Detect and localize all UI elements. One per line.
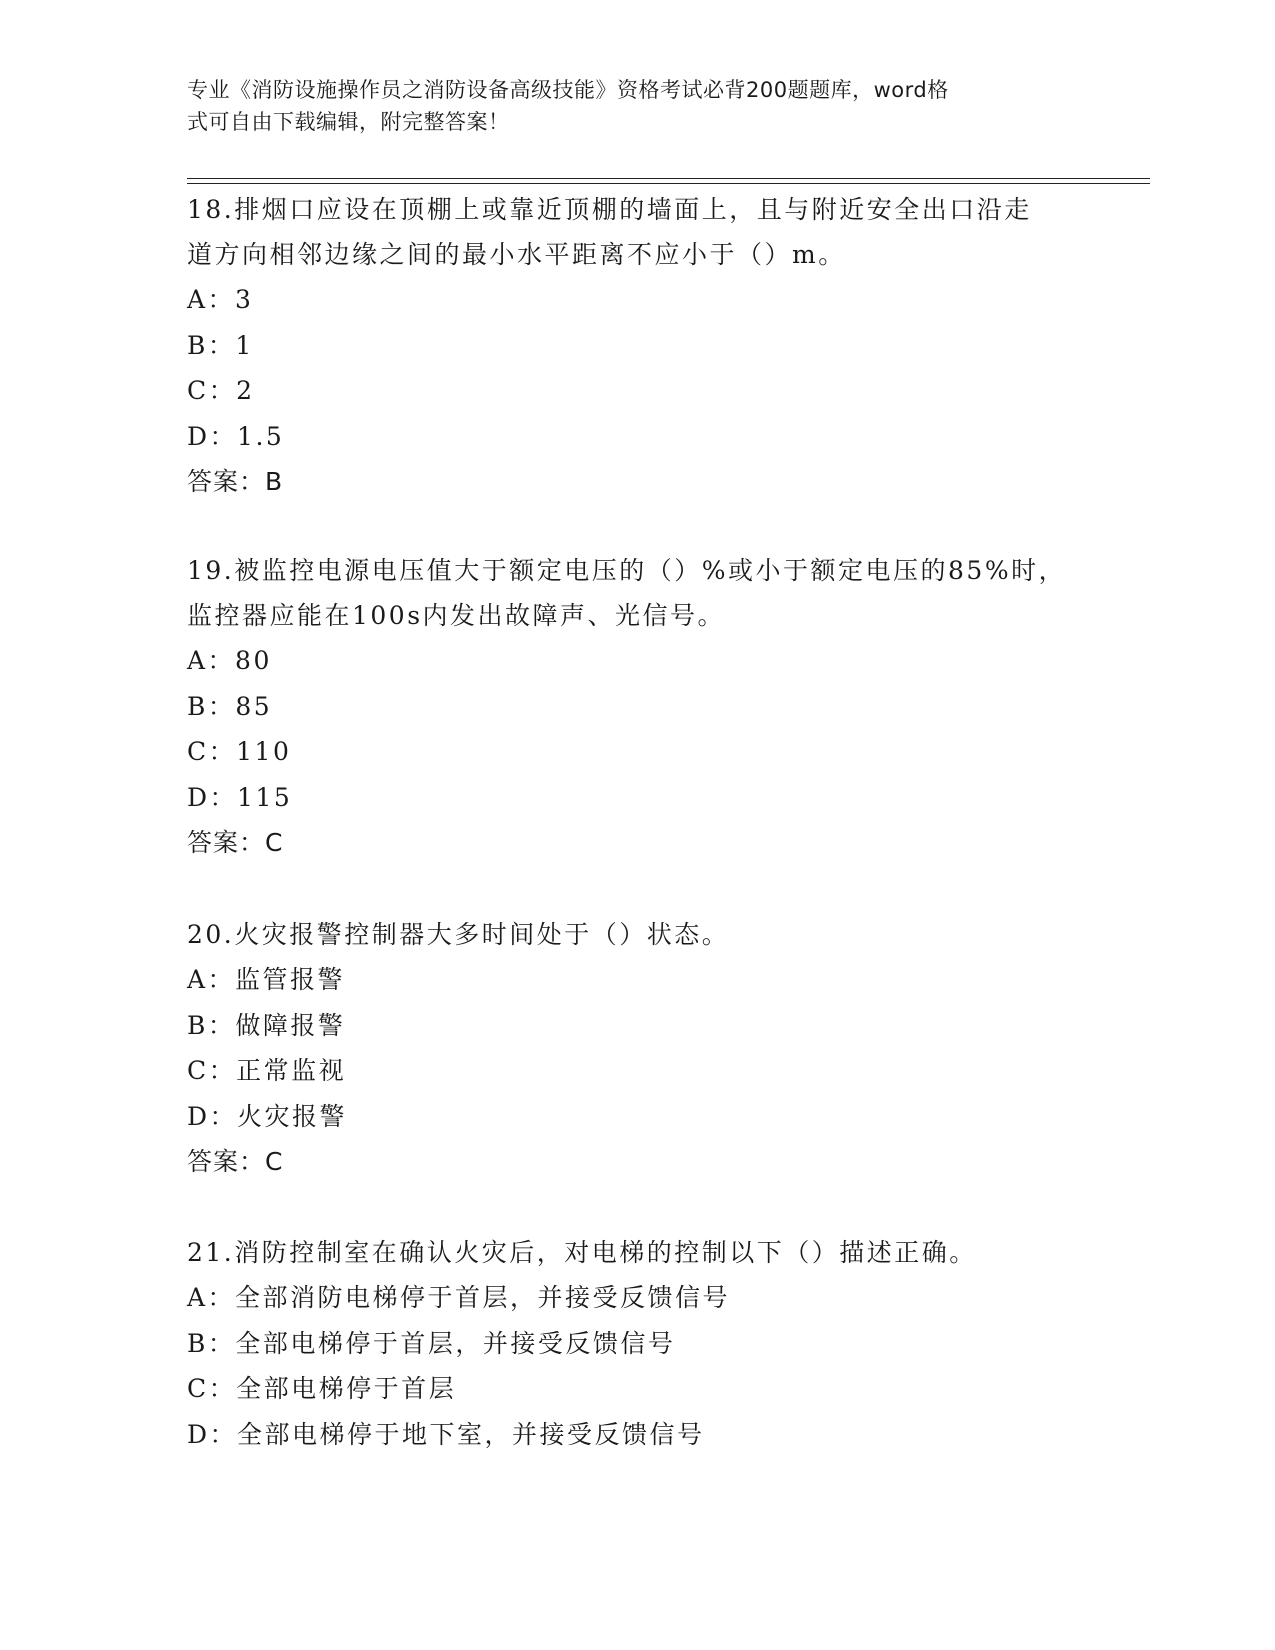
option-d: D：全部电梯停于地下室，并接受反馈信号: [187, 1419, 705, 1449]
question-stem-line: 监控器应能在100s内发出故障声、光信号。: [187, 601, 726, 630]
option-a: A：80: [187, 646, 272, 675]
document-header: [187, 74, 1067, 138]
option-b: B：做障报警: [187, 1010, 346, 1040]
option-c: C：正常监视: [187, 1056, 347, 1085]
option-b: B：85: [187, 691, 273, 721]
header-divider-top: [187, 178, 1150, 179]
answer: 答案：C: [187, 1147, 284, 1176]
option-d: D：1.5: [187, 421, 285, 451]
question-stem-line: 道方向相邻边缘之间的最小水平距离不应小于（）m。: [187, 240, 846, 269]
answer: 答案：B: [187, 467, 284, 496]
question-stem-line: 20.火灾报警控制器大多时间处于（）状态。: [187, 920, 730, 949]
option-b: B：1: [187, 330, 254, 360]
question-stem-line: 21.消防控制室在确认火灾后，对电梯的控制以下（）描述正确。: [187, 1238, 977, 1267]
option-c: C：全部电梯停于首层: [187, 1374, 457, 1403]
question-20: [187, 912, 1087, 1184]
question-21: [187, 1230, 1087, 1457]
answer: 答案：C: [187, 828, 284, 857]
option-c: C：110: [187, 737, 292, 766]
question-stem-line: 19.被监控电源电压值大于额定电压的（）%或小于额定电压的85%时，: [187, 556, 1067, 585]
question-stem-line: 18.排烟口应设在顶棚上或靠近顶棚的墙面上，且与附近安全出口沿走: [187, 195, 1032, 224]
option-a: A：监管报警: [187, 965, 346, 994]
header-divider-bottom: [187, 183, 1150, 184]
option-a: A：全部消防电梯停于首层，并接受反馈信号: [187, 1283, 731, 1312]
header-line-1: 专业《消防设施操作员之消防设备高级技能》资格考试必背200题题库，word格: [187, 78, 949, 102]
option-a: A：3: [187, 285, 254, 314]
option-d: D：115: [187, 782, 293, 812]
question-18: [187, 187, 1087, 504]
option-c: C：2: [187, 376, 255, 405]
question-19: [187, 548, 1087, 865]
option-b: B：全部电梯停于首层，并接受反馈信号: [187, 1328, 676, 1358]
header-line-2: 式可自由下载编辑，附完整答案！: [187, 110, 510, 134]
option-d: D：火灾报警: [187, 1101, 348, 1131]
